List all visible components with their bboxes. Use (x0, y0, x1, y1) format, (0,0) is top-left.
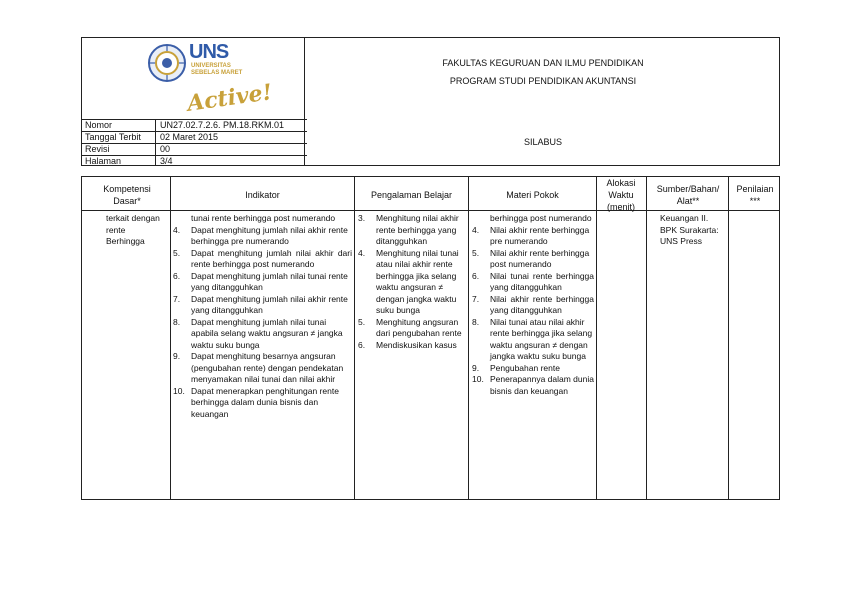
item-number: 6. (472, 270, 480, 281)
item-number: 8. (173, 316, 181, 327)
item-number: 7. (173, 293, 181, 304)
col-divider (170, 177, 171, 499)
item-number: 6. (358, 339, 366, 350)
list-item (472, 271, 594, 294)
item-text: Nilai akhir rente berhingga pre numerando (490, 224, 590, 246)
col-divider (596, 177, 597, 499)
item-text: Nilai tunai rente berhingga yang ditangguhkan (490, 270, 594, 292)
col-header-pengalaman: Pengalaman Belajar (370, 190, 453, 200)
logo-line1: UNIVERSITAS (191, 63, 231, 69)
item-number: 9. (472, 362, 480, 373)
list-item (472, 363, 594, 375)
item-text: Menghitung nilai akhir rente berhingga yang ditangguhkan (376, 213, 459, 246)
meta-row-nomor (82, 119, 307, 131)
kompetensi-text: terkait dengan rente Berhingga (106, 213, 160, 246)
item-number: 4. (472, 224, 480, 235)
list-item (472, 374, 594, 397)
item-number: 3. (358, 213, 366, 223)
meta-label: Halaman (85, 156, 122, 166)
item-text: tunai rente berhingga post numerando (191, 213, 336, 223)
item-text: Dapat menerapkan penghitungan rente berhingga dalam dunia bisnis dan keuangan (191, 385, 339, 419)
item-text: Menghitung angsuran dari pengubahan rente (376, 316, 462, 338)
meta-label: Tanggal Terbit (85, 132, 141, 142)
item-number: 6. (173, 270, 181, 281)
header-box (81, 37, 780, 166)
sumber-text: Keuangan II. BPK Surakarta: UNS Press (660, 213, 719, 246)
item-text: Dapat menghitung jumlah nilai tunai apabila selang waktu angsuran ≠ jangka waktu suku bunga (191, 316, 343, 350)
uns-logo (147, 41, 274, 117)
item-text: Nilai akhir rente berhingga post numerando (490, 247, 590, 269)
list-item (472, 248, 594, 271)
meta-value: 02 Maret 2015 (160, 132, 219, 142)
item-text: Dapat menghitung jumlah nilai akhir dari rente berhingga post numerando (191, 247, 352, 269)
list-item (472, 225, 594, 248)
list-item (358, 340, 464, 352)
meta-table (82, 119, 305, 166)
item-number: 5. (358, 316, 366, 327)
item-text: Dapat menghitung besarnya angsuran (pengubahan rente) dengan pendekatan menyamakan nilai tunai dan nilai akhir (191, 351, 344, 384)
col-header-penilaian: Penilaian *** (736, 184, 774, 206)
list-item (173, 248, 352, 271)
item-number: 10. (173, 385, 185, 396)
item-text: Penerapannya dalam dunia bisnis dan keuangan (490, 374, 594, 396)
list-item (173, 225, 352, 248)
indikator-list (173, 213, 352, 420)
col-divider (646, 177, 647, 499)
item-text: Nilai akhir rente berhingga yang ditangguhkan (490, 293, 594, 315)
item-text: berhingga post numerando (490, 213, 592, 223)
col-header-sumber: Sumber/Bahan/ Alat** (656, 184, 720, 206)
list-item (173, 386, 352, 421)
col-header-alokasi: Alokasi Waktu (menit) (606, 178, 636, 212)
item-text: Pengubahan rente (490, 362, 560, 373)
meta-row-halaman (82, 155, 307, 166)
logo-name: UNS (189, 41, 229, 63)
program-title: PROGRAM STUDI PENDIDIKAN AKUNTANSI (449, 76, 637, 86)
col-divider (728, 177, 729, 499)
col-header-materi: Materi Pokok (506, 190, 559, 200)
logo-line2: SEBELAS MARET (191, 70, 243, 76)
item-number: 4. (358, 247, 366, 258)
item-text: Menghitung nilai tunai atau nilai akhir rente berhingga jika selang waktu angsuran ≠ dengan jangka waktu suku bunga (376, 247, 459, 315)
materi-list (472, 213, 594, 397)
meta-row-revisi (82, 143, 307, 155)
logo-tagline: Active! (185, 79, 274, 117)
col-divider (354, 177, 355, 499)
list-item (173, 294, 352, 317)
list-item (173, 213, 352, 225)
uns-seal-icon (147, 43, 187, 83)
meta-value: 00 (160, 144, 171, 154)
header-row-line (82, 210, 779, 211)
document-title: SILABUS (523, 137, 563, 147)
item-number: 8. (472, 316, 480, 327)
list-item (472, 294, 594, 317)
item-text: Nilai tunai atau nilai akhir rente berhingga jika selang waktu angsuran ≠ dengan jangka waktu suku bunga (490, 316, 593, 361)
col-header-indikator: Indikator (245, 190, 280, 200)
item-number: 9. (173, 351, 181, 361)
list-item (472, 213, 594, 225)
list-item (472, 317, 594, 363)
item-number: 5. (173, 247, 181, 258)
item-number: 5. (472, 247, 480, 258)
item-text: Dapat menghitung jumlah nilai akhir rente yang ditangguhkan (191, 293, 348, 315)
meta-row-tanggal (82, 131, 307, 143)
meta-label: Revisi (85, 144, 110, 154)
pengalaman-list (358, 213, 464, 351)
item-number: 10. (472, 374, 484, 384)
syllabus-table (81, 176, 780, 500)
item-text: Dapat menghitung jumlah nilai tunai rente yang ditangguhkan (191, 270, 348, 292)
meta-value: 3/4 (160, 156, 173, 166)
faculty-title: FAKULTAS KEGURUAN DAN ILMU PENDIDIKAN (442, 58, 644, 68)
meta-value: UN27.02.7.2.6. PM.18.RKM.01 (160, 120, 285, 130)
list-item (173, 351, 352, 386)
item-number: 4. (173, 224, 181, 235)
list-item (358, 248, 464, 317)
list-item (173, 271, 352, 294)
item-text: Dapat menghitung jumlah nilai akhir rente berhingga pre numerando (191, 224, 348, 246)
list-item (358, 213, 464, 248)
list-item (173, 317, 352, 352)
list-item (358, 317, 464, 340)
col-header-kompetensi: Kompetensi Dasar* (103, 184, 151, 206)
item-number: 7. (472, 293, 480, 304)
item-text: Mendiskusikan kasus (376, 339, 457, 350)
col-divider (468, 177, 469, 499)
meta-label: Nomor (85, 120, 113, 130)
